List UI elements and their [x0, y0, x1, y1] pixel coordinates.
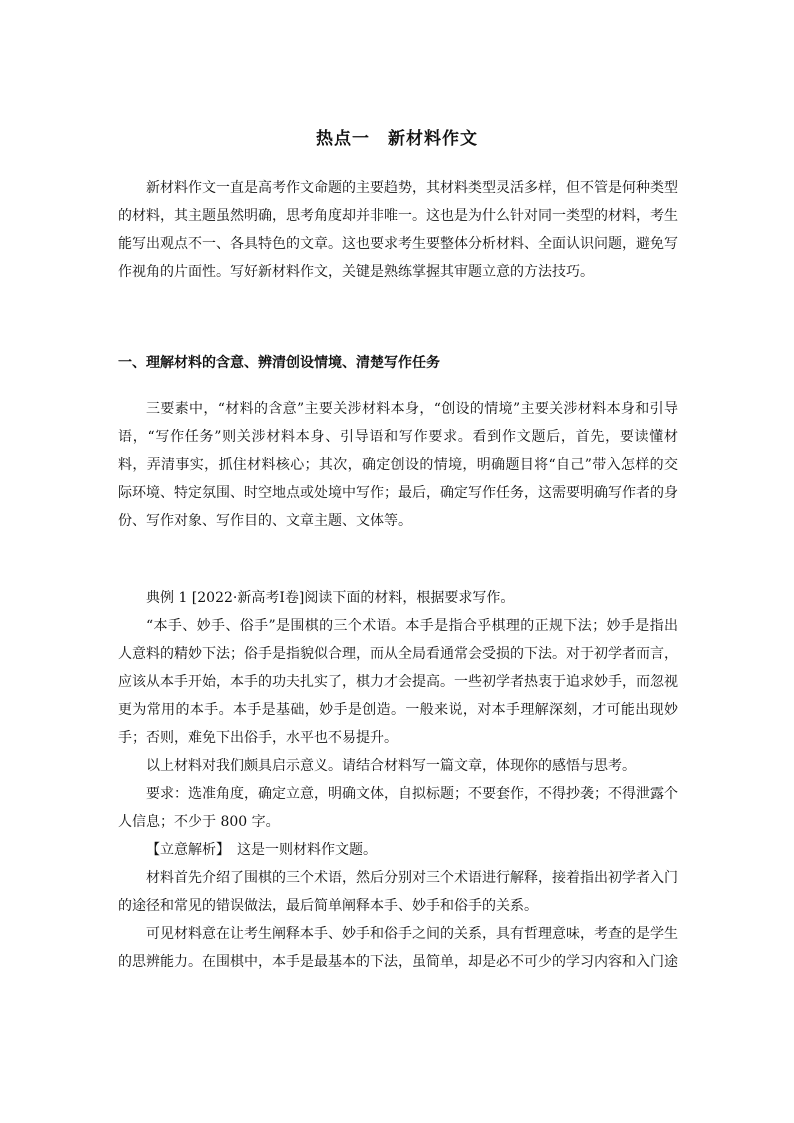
example-prompt: 以上材料对我们颇具启示意义。请结合材料写一篇文章，体现你的感悟与思考。	[146, 758, 636, 774]
analysis-line	[118, 836, 678, 864]
example-material: “本手、妙手、俗手”是围棋的三个术语。本手是指合乎棋理的正规下法；妙手是指出人意料的精妙下法；俗手是指貌似合理，而从全局看通常会受损的下法。对于初学者而言，应该从本手开始，本手的功夫扎实了，棋力才会提高。一些初学者热衷于追求妙手，而忽视更为常用的本手。本手是基础，妙手是创造。一般来说，对本手理解深刻，才可能出现妙手；否则，难免下出俗手，水平也不易提升。	[118, 618, 678, 746]
intro-paragraph: 新材料作文一直是高考作文命题的主要趋势，其材料类型灵活多样，但不管是何种类型的材料，其主题虽然明确，思考角度却并非唯一。这也是为什么针对同一类型的材料，考生能写出观点不一、各具特色的文章。这也要求考生要整体分析材料、全面认识问题，避免写作视角的片面性。写好新材料作文，关键是熟练掌握其审题立意的方法技巧。	[118, 180, 678, 280]
example-requirements: 要求：选准角度，确定立意，明确文体，自拟标题；不要套作，不得抄袭；不得泄露个人信息；不少于 800 字。	[118, 786, 678, 830]
analysis-text: 这是一则材料作文题。	[223, 842, 377, 858]
document-title: 热点一 新材料作文	[316, 129, 478, 149]
analysis-paragraph-2: 可见材料意在让考生阐释本手、妙手和俗手之间的关系，具有哲理意味，考查的是学生的思辨能力。在围棋中，本手是最基本的下法，虽简单，却是必不可少的学习内容和入门途	[118, 926, 678, 970]
analysis-label: 【立意解析】	[146, 842, 223, 858]
example-intro: 典例 1 [2022·新高考Ⅰ卷]阅读下面的材料，根据要求写作。	[146, 590, 515, 606]
section-body-paragraph: 三要素中，“材料的含意”主要关涉材料本身，“创设的情境”主要关涉材料本身和引导语，“写作任务”则关涉材料本身、引导语和写作要求。看到作文题后，首先，要读懂材料，弄清事实，抓住材料核心；其次，确定创设的情境，明确题目将“自己”带入怎样的交际环境、特定氛围、时空地点或处境中写作；最后，确定写作任务，这需要明确写作者的身份、写作对象、写作目的、文章主题、文体等。	[118, 401, 678, 529]
example-block	[118, 584, 678, 976]
section-heading: 一、理解材料的含意、辨清创设情境、清楚写作任务	[118, 355, 440, 371]
analysis-paragraph-1: 材料首先介绍了围棋的三个术语，然后分别对三个术语进行解释，接着指出初学者入门的途径和常见的错误做法，最后简单阐释本手、妙手和俗手的关系。	[118, 870, 678, 914]
